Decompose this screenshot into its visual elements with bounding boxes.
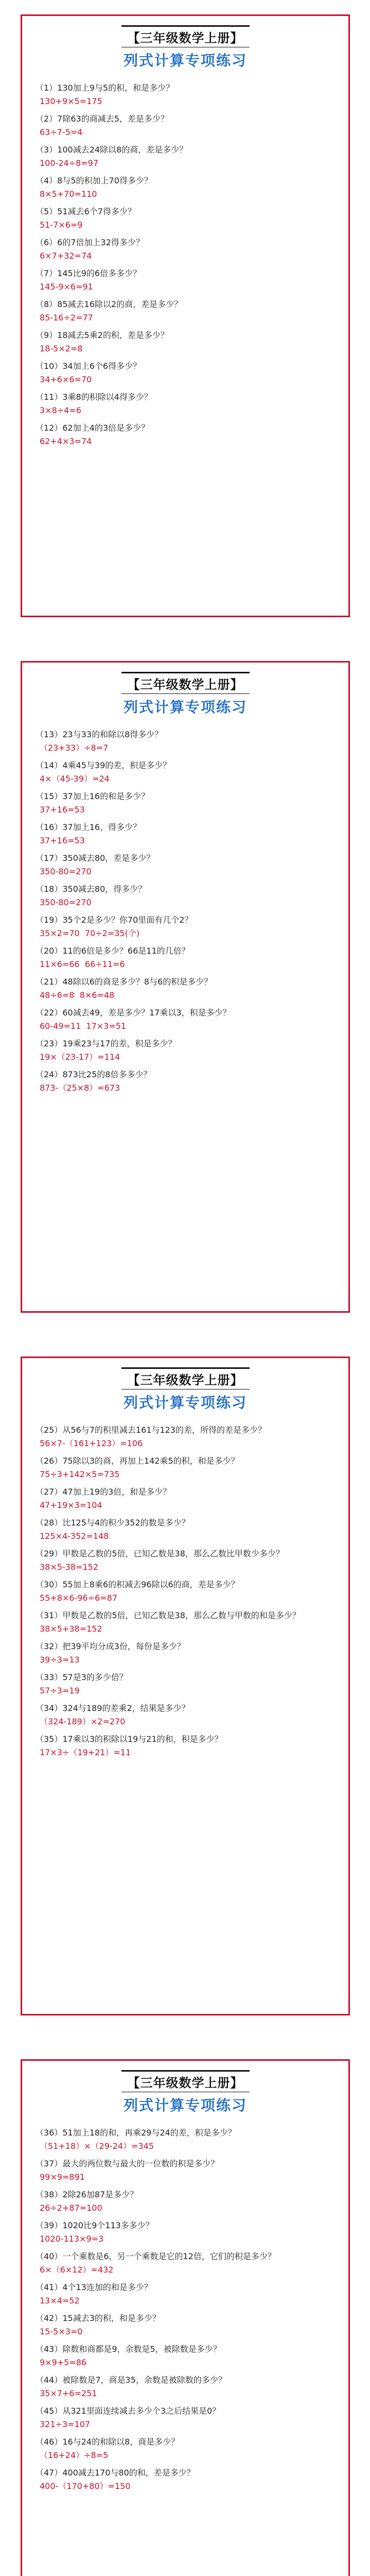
answer-text: 11×6=66 66÷11=6 xyxy=(40,959,125,969)
question-text: （22）60减去49，差是多少？17乘以3，积是多少？ xyxy=(36,1008,231,1018)
answer-text: 1020-113×9=3 xyxy=(40,2234,104,2244)
answer-text: 47+19×3=104 xyxy=(40,1500,102,1510)
question-text: （2）7除63的商减去5，差是多少？ xyxy=(36,114,169,124)
banner-subject-title: 列式计算专项练习 xyxy=(123,52,247,69)
page-banner xyxy=(36,25,335,70)
answer-text: 3×8÷4=6 xyxy=(40,405,81,415)
question-text: （44）被除数是7，商是35，余数是被除数的多少？ xyxy=(36,2375,226,2385)
question-text: （10）34加上6个6得多少？ xyxy=(36,361,142,371)
question-text: （43）除数和商都是9，余数是5，被除数是多少？ xyxy=(36,2344,221,2354)
answer-text: 100-24÷8=97 xyxy=(40,158,99,168)
worksheet-page xyxy=(21,2059,350,2576)
question-text: （32）把39平均分成3份，每份是多少？ xyxy=(36,1641,185,1651)
answer-text: 38×5-38=152 xyxy=(40,1562,99,1572)
page-banner xyxy=(36,672,335,717)
question-text: （39）1020比9个113多多少？ xyxy=(36,2221,154,2230)
answer-text: 37+16=53 xyxy=(40,805,85,815)
answer-text: 75÷3+142×5=735 xyxy=(40,1469,120,1479)
answer-text: 37+16=53 xyxy=(40,836,85,845)
worksheet-page xyxy=(21,661,350,1313)
answer-text: 19×（23-17）=114 xyxy=(40,1052,120,1062)
question-text: （47）400减去170与80的和，差是多少？ xyxy=(36,2468,195,2478)
question-text: （25）从56与7的积里减去161与123的差，所得的差是多少？ xyxy=(36,1425,266,1435)
answer-text: 34+6×6=70 xyxy=(40,375,92,384)
answer-text: 26÷2+87=100 xyxy=(40,2203,102,2213)
question-text: （34）324与189的差乘2，结果是多少？ xyxy=(36,1703,190,1713)
worksheet-page xyxy=(21,14,350,617)
answer-text: 56×7-（161+123）=106 xyxy=(40,1438,143,1448)
question-text: （45）从321里面连续减去多少个3之后结果是0？ xyxy=(36,2406,221,2416)
answer-text: 13×4=52 xyxy=(40,2296,80,2306)
banner-subject-title: 列式计算专项练习 xyxy=(123,1394,247,1411)
question-text: （3）100减去24除以8的商，差是多少？ xyxy=(36,145,188,155)
question-text: （12）62加上4的3倍是多少？ xyxy=(36,423,150,433)
question-text: （38）2除26加87是多少？ xyxy=(36,2190,138,2199)
answer-text: （16+24）÷8=5 xyxy=(40,2450,109,2460)
question-text: （41）4个13连加的和是多少？ xyxy=(36,2282,152,2292)
answer-text: 350-80=270 xyxy=(40,897,92,907)
question-text: （16）37加上16，得多少？ xyxy=(36,822,142,832)
question-text: （8）85减去16除以2的商，差是多少？ xyxy=(36,299,183,309)
answer-text: 18-5×2=8 xyxy=(40,344,83,353)
question-text: （28）比125与4的积少352的数是多少？ xyxy=(36,1518,190,1528)
question-text: （4）8与5的积加上70得多少？ xyxy=(36,176,152,185)
answer-text: 51-7×6=9 xyxy=(40,220,83,230)
answer-text: 145-9×6=91 xyxy=(40,282,93,292)
page-banner xyxy=(36,2070,335,2115)
answer-text: 6×（6×12）=432 xyxy=(40,2265,114,2275)
question-text: （40）一个乘数是6，另一个乘数是它的12倍，它们的积是多少？ xyxy=(36,2251,276,2261)
question-text: （30）55加上8乘6的积减去96除以6的商，差是多少？ xyxy=(36,1580,239,1589)
question-text: （33）57是3的多少倍？ xyxy=(36,1672,128,1682)
answer-text: 63÷7-5=4 xyxy=(40,127,83,137)
question-text: （19）35个2是多少？你70里面有几个2？ xyxy=(36,915,193,925)
answer-text: 99×9=891 xyxy=(40,2172,85,2182)
answer-text: 400-（170+80）=150 xyxy=(40,2481,131,2491)
question-text: （21）48除以6的商是多少？8与6的积是多少？ xyxy=(36,977,213,987)
answer-text: 60-49=11 17×3=51 xyxy=(40,1021,127,1031)
answer-text: 125×4-352=148 xyxy=(40,1531,109,1541)
banner-grade-title: 【三年级数学上册】 xyxy=(121,25,250,47)
banner-grade-title: 【三年级数学上册】 xyxy=(121,2070,250,2092)
answer-text: 62+4×3=74 xyxy=(40,436,92,446)
answer-text: 130+9×5=175 xyxy=(40,96,102,106)
question-text: （17）350减去80，差是多少？ xyxy=(36,853,155,863)
question-text: （36）51加上18的和，再乘29与24的差，积是多少？ xyxy=(36,2128,236,2138)
question-text: （18）350减去80，得多少？ xyxy=(36,884,147,894)
answer-text: （23+33）÷8=7 xyxy=(40,743,109,753)
question-text: （13）23与33的和除以8得多少？ xyxy=(36,730,163,739)
question-text: （11）3乘8的积除以4得多少？ xyxy=(36,392,152,402)
banner-grade-title: 【三年级数学上册】 xyxy=(121,1367,250,1389)
answer-text: 17×3÷（19+21）=11 xyxy=(40,1748,131,1757)
question-text: （9）18减去5乘2的积，差是多少？ xyxy=(36,330,169,340)
question-text: （24）873比25的8倍多多少？ xyxy=(36,1070,152,1079)
answer-text: 35×7+6=251 xyxy=(40,2388,97,2398)
answer-text: 6×7+32=74 xyxy=(40,251,92,261)
banner-subject-title: 列式计算专项练习 xyxy=(123,2097,247,2114)
question-text: （23）19乘23与17的差，积是多少？ xyxy=(36,1039,177,1048)
banner-subject-title: 列式计算专项练习 xyxy=(123,699,247,716)
answer-text: 350-80=270 xyxy=(40,867,92,876)
answer-text: 9×9+5=86 xyxy=(40,2358,87,2367)
worksheet-page xyxy=(21,1357,350,2015)
question-text: （20）11的6倍是多少？66是11的几倍？ xyxy=(36,946,190,956)
answer-text: 321÷3=107 xyxy=(40,2419,91,2429)
answer-text: （51+18）×（29-24）=345 xyxy=(40,2141,154,2151)
answer-text: （324-189）×2=270 xyxy=(40,1717,126,1726)
answer-text: 39÷3=13 xyxy=(40,1655,80,1665)
banner-grade-title: 【三年级数学上册】 xyxy=(121,672,250,694)
question-text: （29）甲数是乙数的5倍，已知乙数是38，那么乙数比甲数少多少？ xyxy=(36,1549,284,1558)
answer-text: 15-5×3=0 xyxy=(40,2327,83,2336)
question-text: （37）最大的两位数与最大的一位数的积是多少？ xyxy=(36,2159,219,2168)
answer-text: 48÷6=8 8×6=48 xyxy=(40,990,115,1000)
answer-text: 4×（45-39）=24 xyxy=(40,774,110,784)
question-text: （15）37加上16的和是多少？ xyxy=(36,791,150,801)
question-text: （6）6的7倍加上32得多少？ xyxy=(36,238,144,247)
page-banner xyxy=(36,1367,335,1412)
answer-text: 38×5+38=152 xyxy=(40,1624,102,1634)
question-text: （1）130加上9与5的积，和是多少？ xyxy=(36,83,174,93)
question-text: （7）145比9的6倍多多少？ xyxy=(36,268,142,278)
answer-text: 85-16÷2=77 xyxy=(40,313,93,323)
answer-text: 57÷3=19 xyxy=(40,1686,80,1696)
answer-text: 35×2=70 70÷2=35(个) xyxy=(40,928,140,938)
question-text: （35）17乘以3的积除以19与21的和，积是多少？ xyxy=(36,1734,223,1744)
question-text: （26）75除以3的商，再加上142乘5的积，和是多少？ xyxy=(36,1456,239,1466)
answer-text: 873-（25×8）=673 xyxy=(40,1083,120,1093)
answer-text: 8×5+70=110 xyxy=(40,189,97,199)
question-text: （31）甲数是乙数的5倍，已知乙数是38，那么乙数与甲数的和是多少？ xyxy=(36,1611,301,1620)
answer-text: 55+8×6-96÷6=87 xyxy=(40,1593,118,1603)
question-text: （42）15减去3的积，和是多少？ xyxy=(36,2313,161,2323)
question-text: （46）16与24的和除以8，商是多少？ xyxy=(36,2437,180,2447)
question-text: （14）4乘45与39的差，积是多少？ xyxy=(36,760,171,770)
question-text: （5）51减去6个7得多少？ xyxy=(36,207,136,216)
question-text: （27）47加上19的3倍，和是多少？ xyxy=(36,1487,171,1497)
